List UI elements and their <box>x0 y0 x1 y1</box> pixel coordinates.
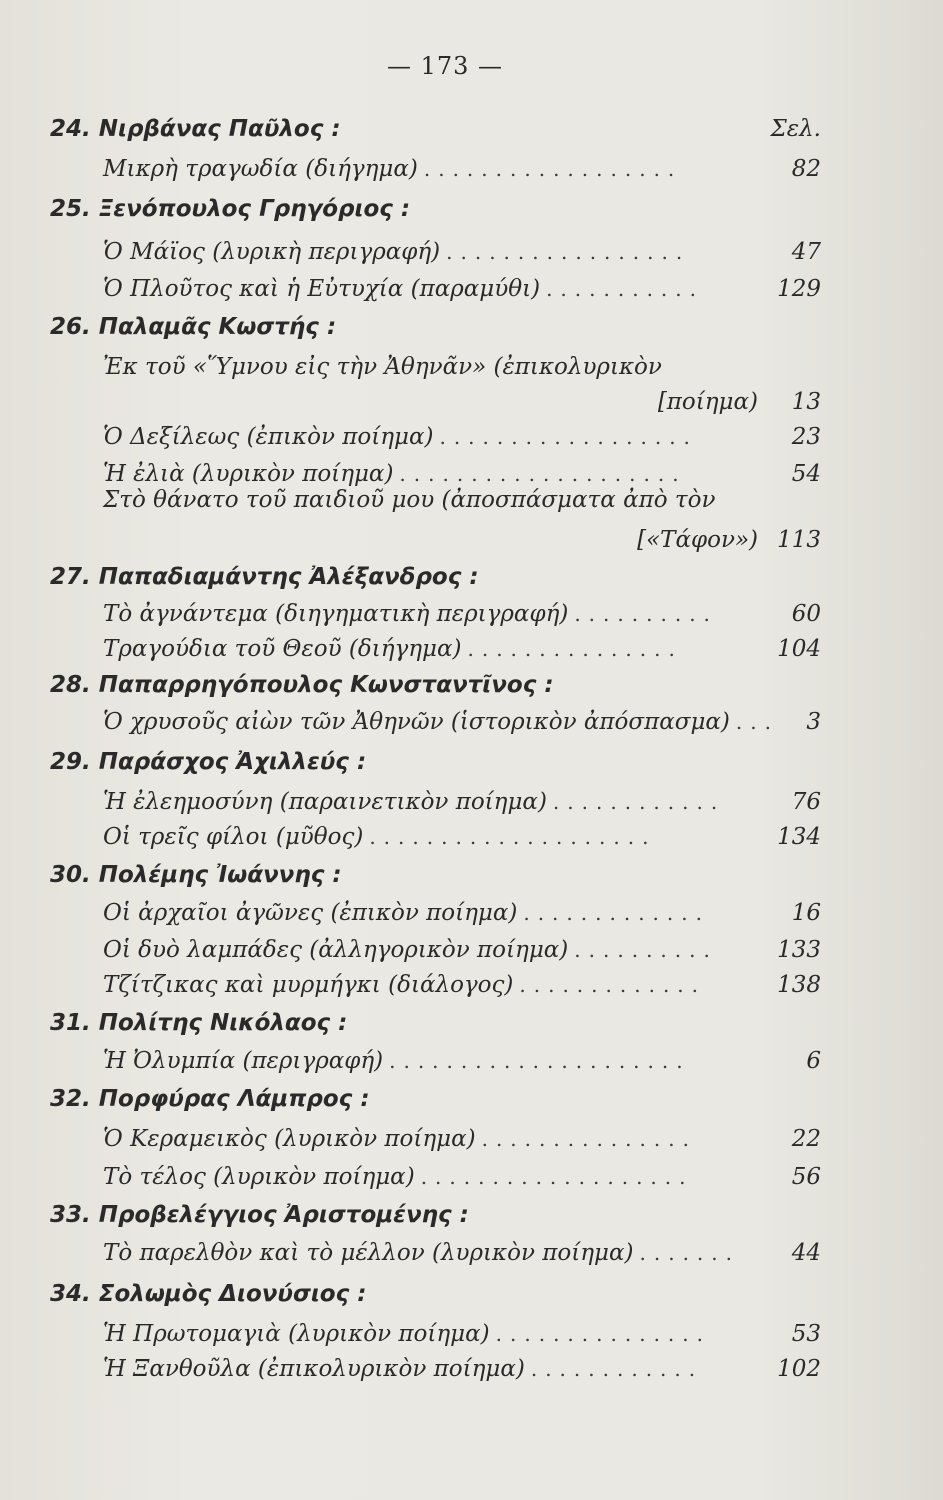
work-title: Ἡ ἐλεημοσύνη (παραινετικὸν ποίημα) <box>103 789 547 815</box>
author-heading: 34. Σολωμὸς Διονύσιος : <box>50 1281 367 1307</box>
author-heading: 27. Παπαδιαμάντης Ἀλέξανδρος : <box>50 564 479 590</box>
work-title: Τὸ παρελθὸν καὶ τὸ μέλλον (λυρικὸν ποίημα) <box>103 1240 634 1266</box>
work-title: Ἡ Πρωτομαγιὰ (λυρικὸν ποίημα) <box>103 1321 490 1347</box>
toc-author-row <box>0 112 943 146</box>
toc-author-row <box>0 1082 943 1116</box>
toc-author-row <box>0 745 943 779</box>
toc-work-row[interactable] <box>0 235 943 269</box>
page-ref: 47 <box>791 239 821 265</box>
work-title: Τραγούδια τοῦ Θεοῦ (διήγημα) <box>103 636 462 662</box>
leader-dots: ............ <box>530 1357 704 1381</box>
toc-author-row <box>0 1006 943 1040</box>
work-title: Οἱ τρεῖς φίλοι (μῦθος) <box>103 824 364 850</box>
toc-author-row <box>0 560 943 594</box>
author-heading: 31. Πολίτης Νικόλαος : <box>50 1010 348 1036</box>
page-ref: 3 <box>806 709 821 735</box>
toc-work-row[interactable] <box>0 483 943 517</box>
work-title: Ἡ Ὀλυμπία (περιγραφή) <box>103 1048 384 1074</box>
author-heading: 28. Παπαρρηγόπουλος Κωνσταντῖνος : <box>50 672 554 698</box>
toc-work-row[interactable] <box>0 1352 943 1386</box>
work-title: Ὁ χρυσοῦς αἰὼν τῶν Ἀθηνῶν (ἱστορικὸν ἀπόσπασμα) <box>103 709 730 735</box>
toc-work-row[interactable] <box>0 1160 943 1194</box>
toc-author-row <box>0 1277 943 1311</box>
page-ref: 44 <box>791 1240 821 1266</box>
author-heading: 32. Πορφύρας Λάμπρος : <box>50 1086 370 1112</box>
toc-work-continuation <box>0 523 943 557</box>
work-title: Τζίτζικας καὶ μυρμήγκι (διάλογος) <box>103 972 514 998</box>
work-title: Τὸ τέλος (λυρικὸν ποίημα) <box>103 1164 415 1190</box>
toc-author-row <box>0 858 943 892</box>
leader-dots: .................... <box>369 825 657 849</box>
work-title: Τὸ ἀγνάντεμα (διηγηματικὴ περιγραφή) <box>103 601 569 627</box>
toc-work-continuation <box>0 385 943 419</box>
work-title: Ὁ Δεξίλεως (ἐπικὸν ποίημα) <box>103 424 434 450</box>
toc-work-row[interactable] <box>0 632 943 666</box>
work-title: Ἐκ τοῦ «Ὕμνου εἰς τὴν Ἀθηνᾶν» (ἐπικολυρικὸν <box>103 354 662 380</box>
page-ref: 76 <box>791 789 821 815</box>
toc-work-row[interactable] <box>0 1317 943 1351</box>
work-title-continuation: [«Τάφον») <box>637 527 758 553</box>
toc-work-row[interactable] <box>0 152 943 186</box>
toc-work-row[interactable] <box>0 420 943 454</box>
page-ref: 133 <box>777 937 821 963</box>
page-ref: 56 <box>791 1164 821 1190</box>
page-ref: 22 <box>791 1126 821 1152</box>
toc-author-row <box>0 1198 943 1232</box>
toc-author-row <box>0 192 943 226</box>
page-ref: 134 <box>777 824 821 850</box>
leader-dots: ................. <box>446 240 691 264</box>
toc-work-row[interactable] <box>0 350 943 384</box>
work-title: Ἡ ἐλιὰ (λυρικὸν ποίημα) <box>103 461 394 487</box>
toc-work-row[interactable] <box>0 968 943 1002</box>
leader-dots: .................. <box>439 425 698 449</box>
work-title: Οἱ ἀρχαῖοι ἀγῶνες (ἐπικὸν ποίημα) <box>103 900 518 926</box>
page-ref: 6 <box>806 1048 821 1074</box>
page-number: — 173 — <box>386 52 504 80</box>
leader-dots: ................... <box>420 1165 694 1189</box>
author-heading: 33. Προβελέγγιος Ἀριστομένης : <box>50 1202 469 1228</box>
toc-work-row[interactable] <box>0 1122 943 1156</box>
leader-dots: .......... <box>574 938 718 962</box>
page-ref: 60 <box>791 601 821 627</box>
author-heading: 29. Παράσχος Ἀχιλλεύς : <box>50 749 367 775</box>
work-title: Στὸ θάνατο τοῦ παιδιοῦ μου (ἀποσπάσματα ἀπὸ τὸν <box>103 487 716 513</box>
page-ref: 113 <box>777 527 821 553</box>
toc-work-row[interactable] <box>0 820 943 854</box>
toc-work-row[interactable] <box>0 597 943 631</box>
work-title: Ὁ Κεραμεικὸς (λυρικὸν ποίημα) <box>103 1126 476 1152</box>
leader-dots: ............... <box>467 637 683 661</box>
leader-dots: .................. <box>423 157 683 181</box>
toc-work-row[interactable] <box>0 896 943 930</box>
toc-work-row[interactable] <box>0 1236 943 1270</box>
work-title: Ὁ Μάϊος (λυρικὴ περιγραφή) <box>103 239 441 265</box>
leader-dots: ... <box>735 710 779 734</box>
page-ref: 129 <box>777 276 821 302</box>
work-title: Ἡ Ξανθοῦλα (ἐπικολυρικὸν ποίημα) <box>103 1356 525 1382</box>
page-ref: 13 <box>791 389 821 415</box>
leader-dots: ............. <box>519 973 707 997</box>
page-ref: 82 <box>791 156 821 182</box>
author-heading: 30. Πολέμης Ἰωάννης : <box>50 862 342 888</box>
leader-dots: ............. <box>523 901 710 925</box>
toc-work-row[interactable] <box>0 705 943 739</box>
toc-work-row[interactable] <box>0 933 943 967</box>
page-ref: 53 <box>791 1321 821 1347</box>
leader-dots: ............ <box>552 790 726 814</box>
leader-dots: ............... <box>481 1127 697 1151</box>
page-ref: 54 <box>791 461 821 487</box>
leader-dots: ....... <box>639 1241 741 1265</box>
page-ref: 23 <box>791 424 821 450</box>
author-heading: 25. Ξενόπουλος Γρηγόριος : <box>50 196 411 222</box>
author-heading: 26. Παλαμᾶς Κωστής : <box>50 314 337 340</box>
leader-dots: ........... <box>546 277 704 301</box>
page-ref: 16 <box>791 900 821 926</box>
toc-author-row <box>0 310 943 344</box>
leader-dots: ..................... <box>389 1049 691 1073</box>
work-title: Μικρὴ τραγωδία (διήγημα) <box>103 156 418 182</box>
work-title-continuation: [ποίημα) <box>657 389 758 415</box>
toc-work-row[interactable] <box>0 272 943 306</box>
page-ref: 102 <box>777 1356 821 1382</box>
toc-work-row[interactable] <box>0 1044 943 1078</box>
page-ref: 104 <box>777 636 821 662</box>
leader-dots: ............... <box>495 1322 712 1346</box>
author-heading: 24. Νιρβάνας Παῦλος : <box>50 116 341 142</box>
page-column-label: Σελ. <box>770 116 821 142</box>
work-title: Ὁ Πλοῦτος καὶ ἡ Εὐτυχία (παραμύθι) <box>103 276 541 302</box>
page-ref: 138 <box>777 972 821 998</box>
work-title: Οἱ δυὸ λαμπάδες (ἀλληγορικὸν ποίημα) <box>103 937 569 963</box>
leader-dots: .......... <box>574 602 718 626</box>
leader-dots: .................... <box>399 462 687 486</box>
toc-author-row <box>0 668 943 702</box>
toc-work-row[interactable] <box>0 785 943 819</box>
